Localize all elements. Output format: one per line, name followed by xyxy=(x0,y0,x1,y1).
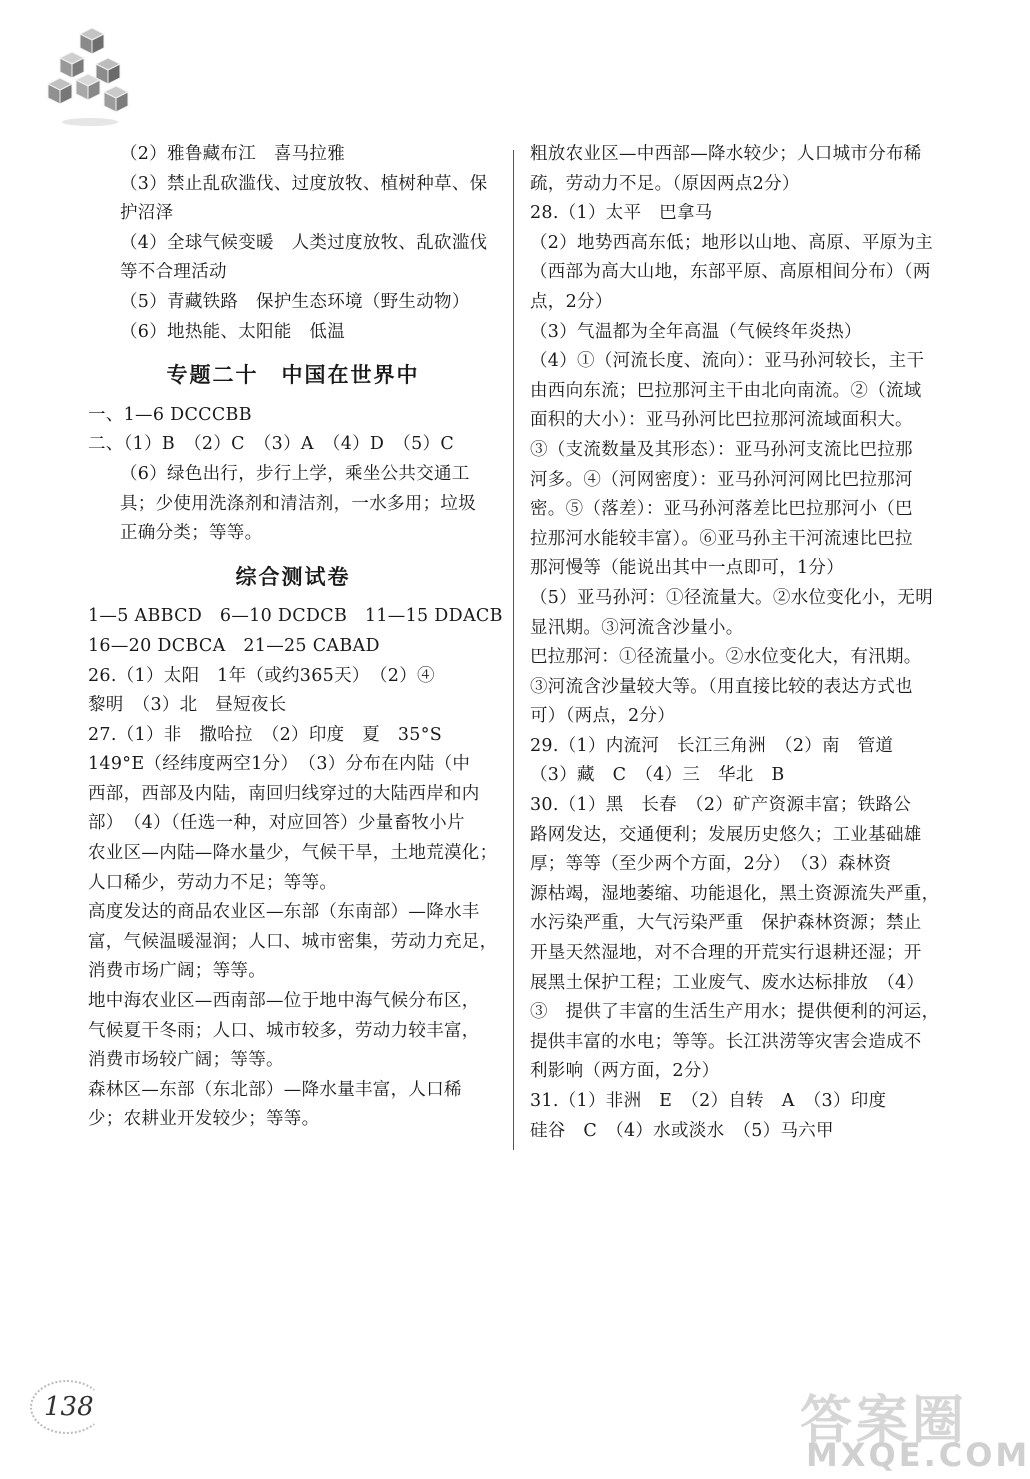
answer-line: 26.（1）太阳 1年（或约365天） （2）④ xyxy=(88,665,435,686)
answer-line: 巴拉那河：①径流量小。②水位变化大，有汛期。 xyxy=(530,647,922,668)
answer-line: （西部为高大山地，东部平原、高原相间分布）（两 xyxy=(530,262,931,283)
answer-line: ③河流含沙量较大等。（用直接比较的表达方式也 xyxy=(530,676,913,697)
answer-line: 面积的大小）：亚马孙河比巴拉那河流域面积大。 xyxy=(530,410,913,431)
answer-line: （3）禁止乱砍滥伐、过度放牧、植树种草、保 xyxy=(120,173,488,194)
answer-line: 西部，西部及内陆，南回归线穿过的大陆西岸和内 xyxy=(88,783,480,804)
answer-line: 气候夏干冬雨；人口、城市较多，劳动力较丰富， xyxy=(88,1020,480,1041)
answer-line: 可）（两点，2分） xyxy=(530,706,676,727)
answer-line: 高度发达的商品农业区—东部（东南部）—降水丰 xyxy=(88,902,480,923)
answer-line: 点，2分） xyxy=(530,291,613,312)
answer-line: （6）地热能、太阳能 低温 xyxy=(120,321,346,342)
answer-line: 具；少使用洗涤剂和清洁剂，一水多用；垃圾 xyxy=(120,493,476,514)
watermark-text: 答案圈 xyxy=(800,1391,969,1451)
answer-line: 人口稀少，劳动力不足；等等。 xyxy=(88,872,338,893)
answer-line: 疏，劳动力不足。（原因两点2分） xyxy=(530,173,800,194)
answer-line: （4）全球气候变暖 人类过度放牧、乱砍滥伐 xyxy=(120,232,488,253)
answer-line: 森林区—东部（东北部）—降水量丰富，人口稀 xyxy=(88,1079,462,1100)
answer-line: （3）气温都为全年高温（气候终年炎热） xyxy=(530,321,862,342)
answer-line: （5）青藏铁路 保护生态环境（野生动物） xyxy=(120,291,470,312)
answer-line: 二、（1）B （2）C （3）A （4）D （5）C xyxy=(88,434,455,455)
answer-line: 一、1—6 DCCCBB xyxy=(88,404,252,425)
watermark-url: MXQE.COM xyxy=(806,1436,1030,1474)
answer-line: ③（支流数量及其形态）：亚马孙河支流比巴拉那 xyxy=(530,439,913,460)
answer-line: 由西向东流；巴拉那河主干由北向南流。②（流域 xyxy=(530,380,922,401)
answer-line: 少；农耕业开发较少；等等。 xyxy=(88,1109,320,1130)
answer-line: 地中海农业区—西南部—位于地中海气候分布区， xyxy=(88,991,480,1012)
answer-line: 河多。④（河网密度）：亚马孙河河网比巴拉那河 xyxy=(530,469,913,490)
answer-line: 消费市场较广阔；等等。 xyxy=(88,1050,284,1071)
answer-line: 正确分类；等等。 xyxy=(120,523,263,544)
answer-line: 水污染严重，大气污染严重 保护森林资源；禁止 xyxy=(530,913,922,934)
answer-line: 31.（1）非洲 E （2）自转 A （3）印度 xyxy=(530,1091,887,1111)
answer-line: （2）雅鲁藏布江 喜马拉雅 xyxy=(120,144,346,164)
answer-line: 提供丰富的水电；等等。长江洪涝等灾害会造成不 xyxy=(530,1031,922,1052)
section-heading-comprehensive-test: 综合测试卷 xyxy=(235,564,351,589)
answer-line: 护沼泽 xyxy=(120,203,174,224)
answer-line: 1—5 ABBCD 6—10 DCDCB 11—15 DDACB xyxy=(88,606,503,627)
answer-line: 显汛期。③河流含沙量小。 xyxy=(530,617,744,638)
answer-line: 路网发达，交通便利；发展历史悠久；工业基础雄 xyxy=(530,824,922,845)
answer-line: （6）绿色出行，步行上学，乘坐公共交通工 xyxy=(120,463,470,484)
answer-line: 16—20 DCBCA 21—25 CABAD xyxy=(88,635,380,656)
cube-logo-icon xyxy=(40,28,140,128)
page-number: 138 xyxy=(44,1392,94,1422)
answer-line: 开垦天然湿地，对不合理的开荒实行退耕还湿；开 xyxy=(530,943,922,964)
answer-line: 展黑土保护工程；工业废气、废水达标排放 （4） xyxy=(530,972,925,993)
right-column xyxy=(530,140,942,1146)
answer-line: 拉那河水能较丰富）。⑥亚马孙主干河流速比巴拉 xyxy=(530,528,913,549)
section-heading-topic-20: 专题二十 中国在世界中 xyxy=(166,363,420,388)
watermark-logo xyxy=(800,1378,1030,1474)
answer-line: 那河慢等（能说出其中一点即可，1分） xyxy=(530,558,845,579)
answer-line: 源枯竭，湿地萎缩、功能退化，黑土资源流失严重， xyxy=(530,883,940,904)
answer-line: 28.（1）太平 巴拿马 xyxy=(530,203,713,224)
answer-line: 消费市场广阔；等等。 xyxy=(88,961,266,982)
answer-line: 厚；等等（至少两个方面，2分） （3）森林资 xyxy=(530,854,892,875)
answer-line: 部） （4）（任选一种，对应回答）少量畜牧小片 xyxy=(88,813,465,834)
left-column xyxy=(88,140,503,1135)
answer-line: ③ 提供了丰富的生活生产用水；提供便利的河运， xyxy=(530,1002,940,1023)
answer-line: 粗放农业区—中西部—降水较少；人口城市分布稀 xyxy=(530,144,922,164)
answer-line: 等不合理活动 xyxy=(120,262,227,283)
answer-line: 密。⑤（落差）：亚马孙河落差比巴拉那河小（巴 xyxy=(530,499,913,520)
answer-line: （4）①（河流长度、流向）：亚马孙河较长，主干 xyxy=(530,351,925,372)
answer-line: 农业区—内陆—降水量少，气候干旱，土地荒漠化； xyxy=(88,843,498,864)
answer-line: （2）地势西高东低；地形以山地、高原、平原为主 xyxy=(530,232,934,253)
answer-line: （5）亚马孙河：①径流量大。②水位变化小，无明 xyxy=(530,587,934,608)
answer-line: 30.（1）黑 长春 （2）矿产资源丰富；铁路公 xyxy=(530,795,912,816)
answer-line: 富，气候温暖湿润；人口、城市密集，劳动力充足， xyxy=(88,931,498,952)
answer-line: 黎明 （3）北 昼短夜长 xyxy=(88,695,287,716)
answer-line: 硅谷 C （4）水或淡水 （5）马六甲 xyxy=(530,1120,834,1141)
column-divider xyxy=(513,150,514,1150)
answer-line: 利影响（两方面，2分） xyxy=(530,1061,720,1082)
answer-line: 149°E（经纬度两空1分） （3）分布在内陆（中 xyxy=(88,754,471,775)
answer-line: 27.（1）非 撒哈拉 （2）印度 夏 35°S xyxy=(88,724,443,745)
answer-line: （3）藏 C （4）三 华北 B xyxy=(530,765,785,786)
answer-line: 29.（1）内流河 长江三角洲 （2）南 管道 xyxy=(530,735,894,756)
